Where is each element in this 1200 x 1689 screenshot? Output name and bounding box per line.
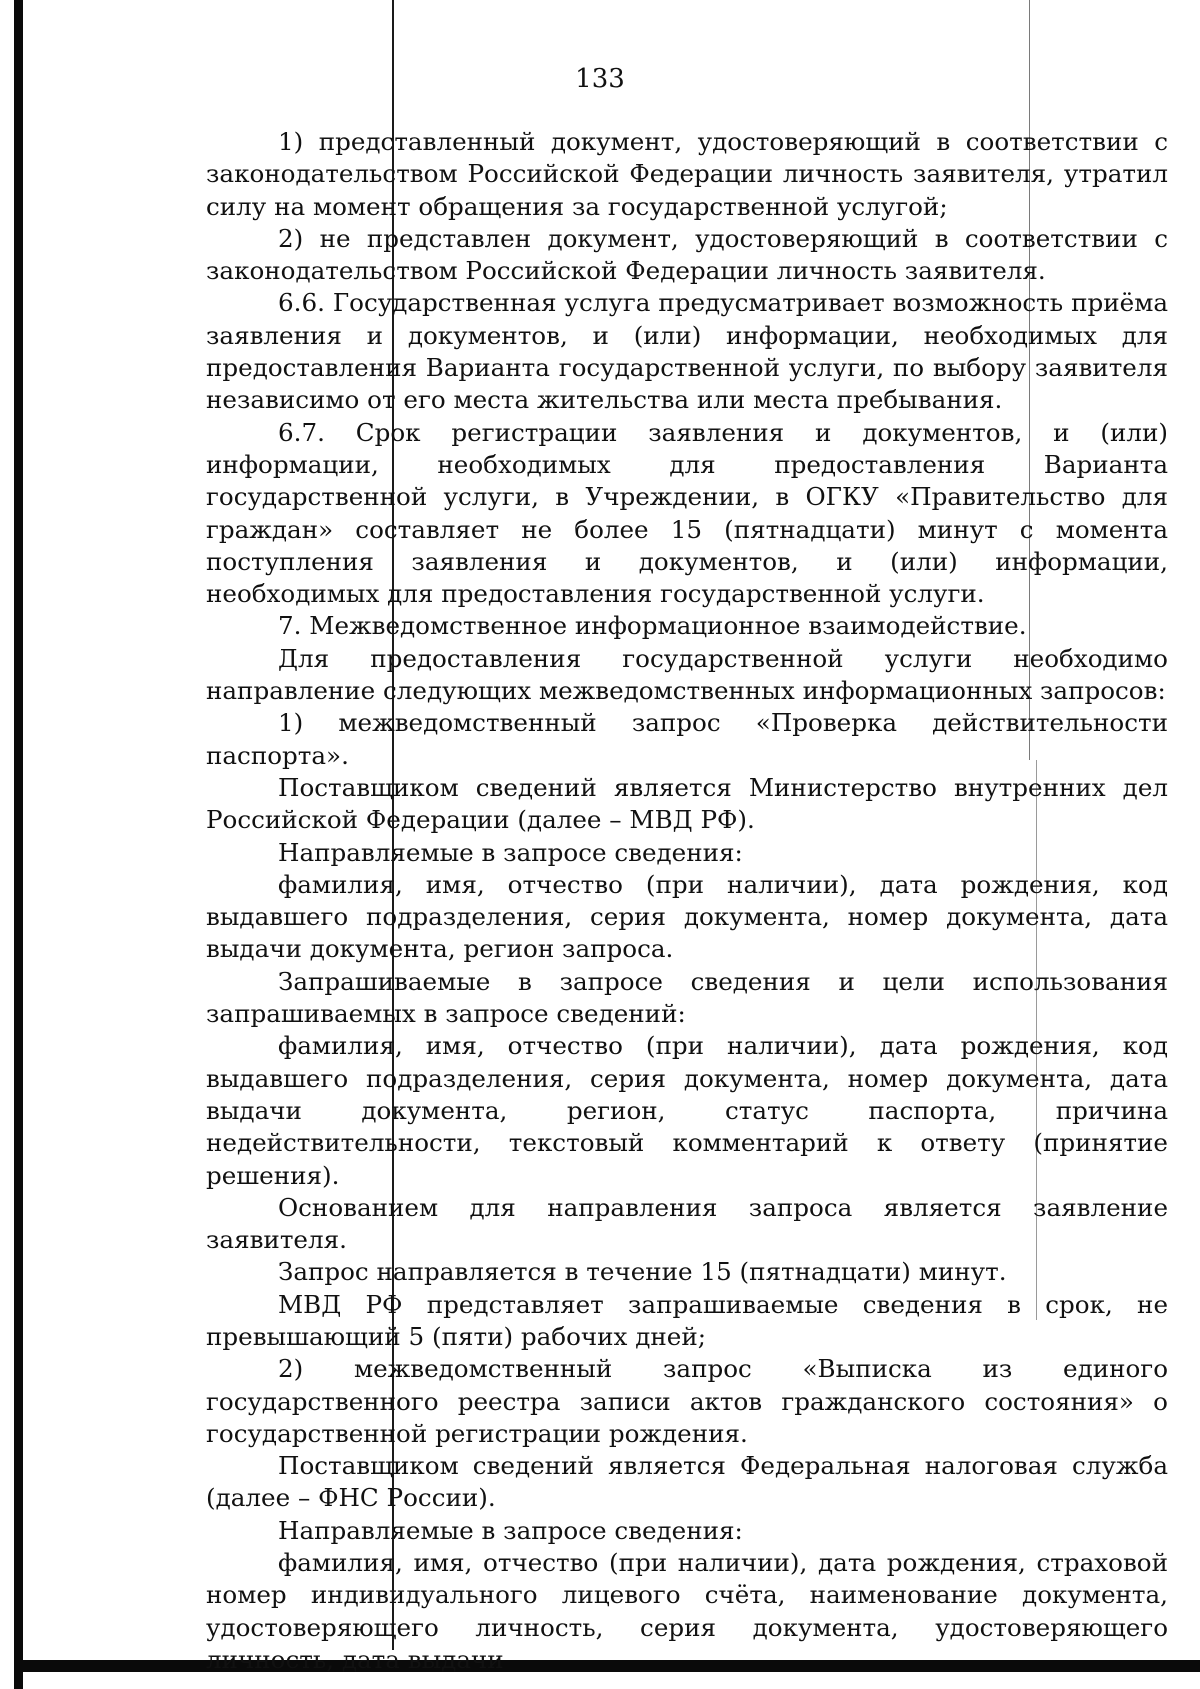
document-body xyxy=(206,126,1168,1676)
paragraph: 1) представленный документ, удостоверяющий в соответствии с законодательством Российской Федерации личность заявителя, утратил силу на момент обращения за государственной услугой; xyxy=(206,127,1168,221)
paragraph: Запрашиваемые в запросе сведения и цели использования запрашиваемых в запросе сведений: xyxy=(206,966,1168,1029)
paragraph: Поставщиком сведений является Федеральная налоговая служба (далее – ФНС России). xyxy=(206,1451,1168,1513)
paragraph: Направляемые в запросе сведения: xyxy=(278,1515,743,1545)
page-number: 133 xyxy=(575,64,625,94)
paragraph: 6.7. Срок регистрации заявления и документов, и (или) информации, необходимых для предоставления Варианта государственной услуги, в Учреждении, в ОГКУ «Правительство для граждан» составляет не более 15 (пятнадцати) минут с момента поступления заявления и документов, и (или) информации, необходимых для предоставления государственной услуги. xyxy=(206,417,1168,609)
paragraph: 2) не представлен документ, удостоверяющий в соответствии с законодательством Российской Федерации личность заявителя. xyxy=(206,223,1168,286)
paragraph: 2) межведомственный запрос «Выписка из единого государственного реестра записи актов гражданского состояния» о государственной регистрации рождения. xyxy=(206,1354,1168,1448)
section-heading: 7. Межведомственное информационное взаимодействие. xyxy=(278,611,1027,641)
paragraph: 1) межведомственный запрос «Проверка действительности паспорта». xyxy=(206,708,1168,770)
paragraph: фамилия, имя, отчество (при наличии), дата рождения, страховой номер индивидуального лицевого счёта, наименование документа, удостоверяющего личность, серия документа, удостоверяющего личность, дата выдачи xyxy=(206,1548,1168,1674)
paragraph: фамилия, имя, отчество (при наличии), дата рождения, код выдавшего подразделения, серия документа, номер документа, дата выдачи документа, регион запроса. xyxy=(206,869,1168,964)
paragraph: Для предоставления государственной услуги необходимо направление следующих межведомственных информационных запросов: xyxy=(206,643,1168,706)
scan-edge-left xyxy=(14,0,23,1689)
paragraph: 6.6. Государственная услуга предусматривает возможность приёма заявления и документов, и (или) информации, необходимых для предоставления Варианта государственной услуги, по выбору заявителя независимо от его места жительства или места пребывания. xyxy=(206,288,1168,415)
paragraph: Направляемые в запросе сведения: xyxy=(278,837,743,867)
paragraph: Основанием для направления запроса является заявление заявителя. xyxy=(206,1192,1168,1255)
paragraph: Запрос направляется в течение 15 (пятнадцати) минут. xyxy=(278,1257,1007,1287)
paragraph: МВД РФ представляет запрашиваемые сведения в срок, не превышающий 5 (пяти) рабочих дней; xyxy=(206,1289,1168,1351)
paragraph: фамилия, имя, отчество (при наличии), дата рождения, код выдавшего подразделения, серия документа, номер документа, дата выдачи документа, регион, статус паспорта, причина недействительности, текстовый комментарий к ответу (принятие решения). xyxy=(206,1031,1168,1190)
paragraph: Поставщиком сведений является Министерство внутренних дел Российской Федерации (далее – МВД РФ). xyxy=(206,772,1168,835)
